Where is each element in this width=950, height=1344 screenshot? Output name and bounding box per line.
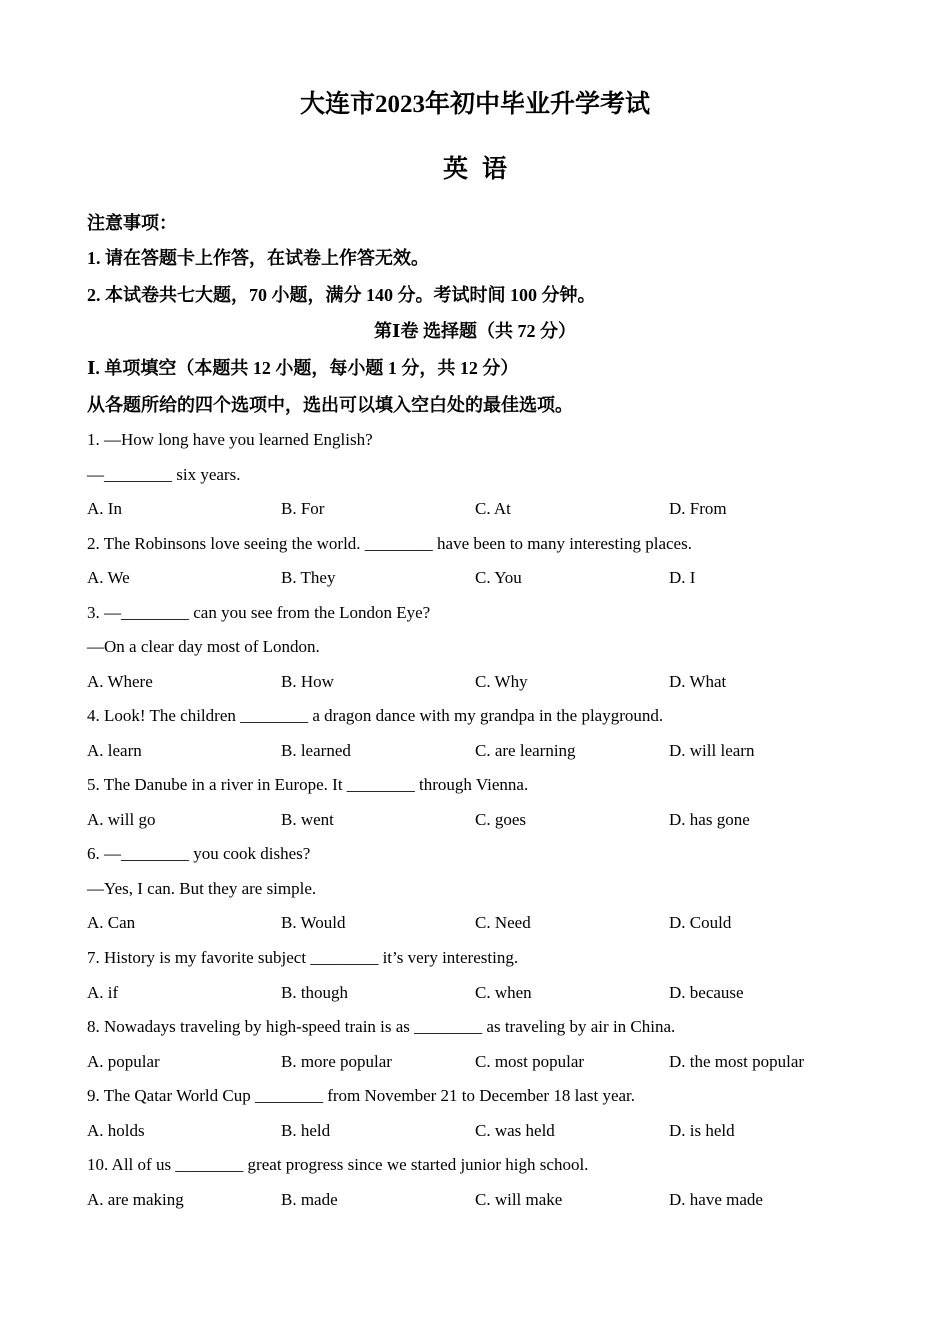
option-c: C. Why xyxy=(475,672,528,691)
option-a: A. We xyxy=(87,568,130,587)
option-b: B. How xyxy=(281,672,334,691)
option-b: B. For xyxy=(281,499,325,518)
question-stem: —________ six years. xyxy=(87,465,241,484)
question-stem: 10. All of us ________ great progress since we started junior high school. xyxy=(87,1155,589,1174)
option-a: A. if xyxy=(87,983,119,1002)
option-a: A. holds xyxy=(87,1121,145,1140)
question-stem: 7. History is my favorite subject ________ it’s very interesting. xyxy=(87,948,519,967)
part-title: 第Ⅰ卷 选择题（共 72 分） xyxy=(374,321,576,341)
question-stem: 5. The Danube in a river in Europe. It ________ through Vienna. xyxy=(87,775,529,794)
option-c: C. goes xyxy=(475,810,526,829)
question-stem: 2. The Robinsons love seeing the world. ________ have been to many interesting places. xyxy=(87,534,692,553)
option-a: A. will go xyxy=(87,810,156,829)
option-b: B. Would xyxy=(281,913,346,932)
option-d: D. Could xyxy=(669,913,732,932)
question-stem: 1. —How long have you learned English? xyxy=(87,430,373,449)
question-stem: 4. Look! The children ________ a dragon dance with my grandpa in the playground. xyxy=(87,706,664,725)
option-b: B. learned xyxy=(281,741,351,760)
notice-heading: 注意事项： xyxy=(87,213,177,233)
option-d: D. will learn xyxy=(669,741,755,760)
section-instruction: 从各题所给的四个选项中，选出可以填入空白处的最佳选项。 xyxy=(87,395,573,415)
option-a: A. Where xyxy=(87,672,153,691)
option-c: C. most popular xyxy=(475,1052,585,1071)
option-c: C. At xyxy=(475,499,511,518)
subject-title: 英语 xyxy=(442,156,521,183)
option-c: C. are learning xyxy=(475,741,576,760)
option-a: A. Can xyxy=(87,913,136,932)
exam-title: 大连市2023年初中毕业升学考试 xyxy=(299,91,650,118)
option-d: D. What xyxy=(669,672,727,691)
option-b: B. though xyxy=(281,983,349,1002)
option-a: A. are making xyxy=(87,1190,184,1209)
question-stem: —On a clear day most of London. xyxy=(87,637,320,656)
question-stem: 3. —________ can you see from the London Eye? xyxy=(87,603,431,622)
option-d: D. because xyxy=(669,983,744,1002)
option-c: C. when xyxy=(475,983,532,1002)
option-b: B. went xyxy=(281,810,334,829)
notice-item: 1. 请在答题卡上作答，在试卷上作答无效。 xyxy=(87,248,429,268)
option-a: A. learn xyxy=(87,741,142,760)
option-c: C. Need xyxy=(475,913,531,932)
option-d: D. From xyxy=(669,499,727,518)
option-b: B. made xyxy=(281,1190,338,1209)
question-stem: —Yes, I can. But they are simple. xyxy=(87,879,317,898)
option-d: D. have made xyxy=(669,1190,763,1209)
option-c: C. You xyxy=(475,568,522,587)
question-stem: 9. The Qatar World Cup ________ from November 21 to December 18 last year. xyxy=(87,1086,636,1105)
option-a: A. In xyxy=(87,499,122,518)
option-d: D. the most popular xyxy=(669,1052,805,1071)
option-d: D. I xyxy=(669,568,696,587)
option-d: D. has gone xyxy=(669,810,750,829)
question-stem: 6. —________ you cook dishes? xyxy=(87,844,311,863)
option-d: D. is held xyxy=(669,1121,735,1140)
option-b: B. more popular xyxy=(281,1052,392,1071)
option-c: C. will make xyxy=(475,1190,563,1209)
section-heading: Ⅰ. 单项填空（本题共 12 小题，每小题 1 分，共 12 分） xyxy=(87,358,519,378)
question-stem: 8. Nowadays traveling by high-speed train is as ________ as traveling by air in China. xyxy=(87,1017,676,1036)
option-b: B. held xyxy=(281,1121,331,1140)
option-c: C. was held xyxy=(475,1121,555,1140)
option-a: A. popular xyxy=(87,1052,160,1071)
notice-item: 2. 本试卷共七大题，70 小题，满分 140 分。考试时间 100 分钟。 xyxy=(87,285,596,305)
option-b: B. They xyxy=(281,568,336,587)
